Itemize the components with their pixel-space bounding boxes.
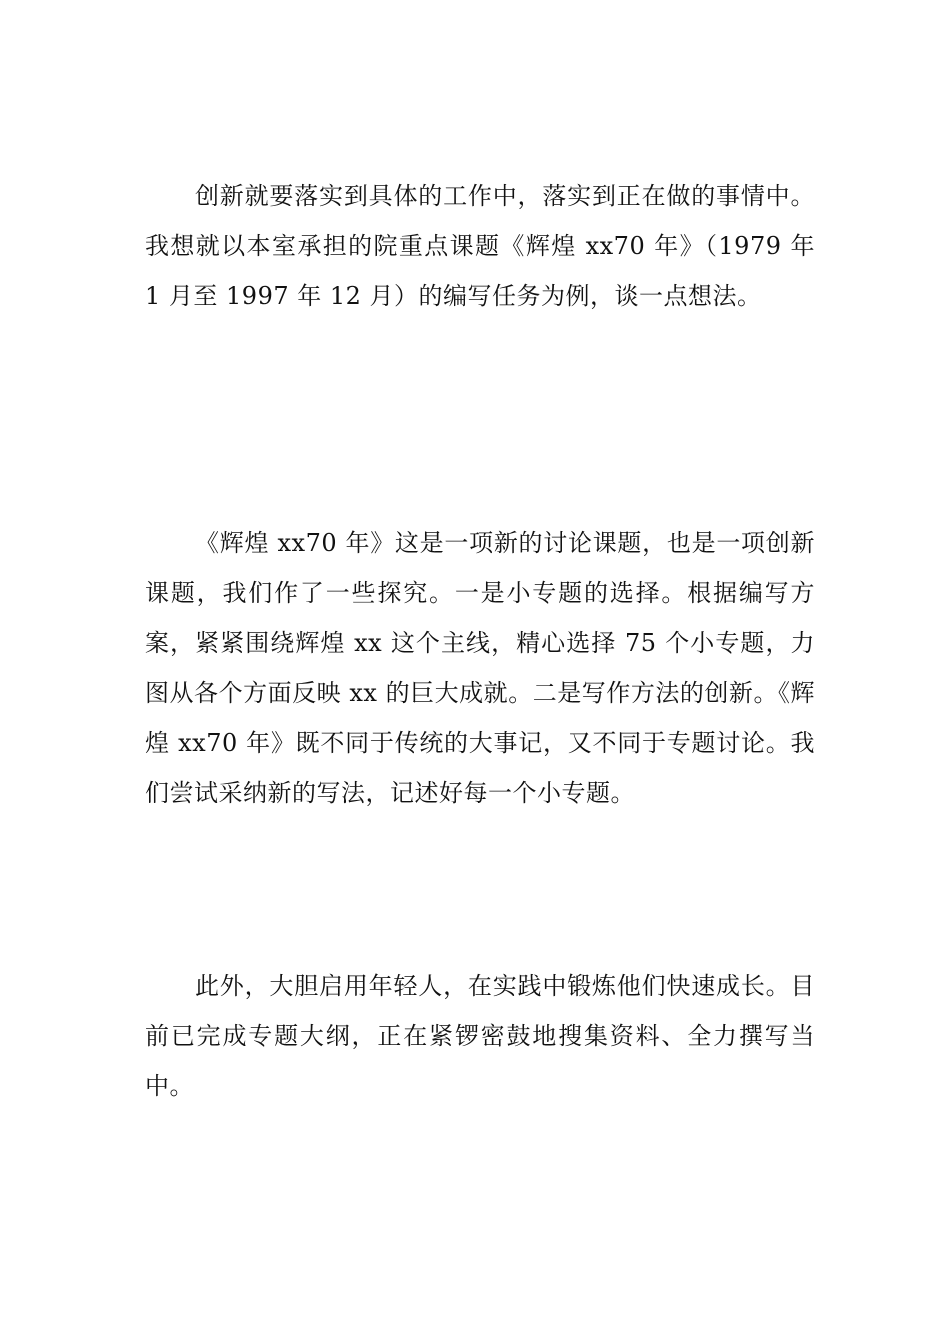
paragraph-2: 《辉煌 xx70 年》这是一项新的讨论课题，也是一项创新课题，我们作了一些探究。一是小专题的选择。根据编写方案，紧紧围绕辉煌 xx 这个主线，精心选择 75 个小专题，力图从各个方面反映 xx 的巨大成就。二是写作方法的创新。《辉煌 xx70 年》既不同于传统的大事记，又不同于专题讨论。我们尝试采纳新的写法，记述好每一个小专题。: [145, 529, 815, 807]
paragraph-3: 此外，大胆启用年轻人，在实践中锻炼他们快速成长。目前已完成专题大纲，正在紧锣密鼓地搜集资料、全力撰写当中。: [145, 972, 815, 1100]
paragraph-1: 创新就要落实到具体的工作中，落实到正在做的事情中。我想就以本室承担的院重点课题《辉煌 xx70 年》（1979 年 1 月至 1997 年 12 月）的编写任务为例，谈一点想法。: [145, 182, 815, 310]
